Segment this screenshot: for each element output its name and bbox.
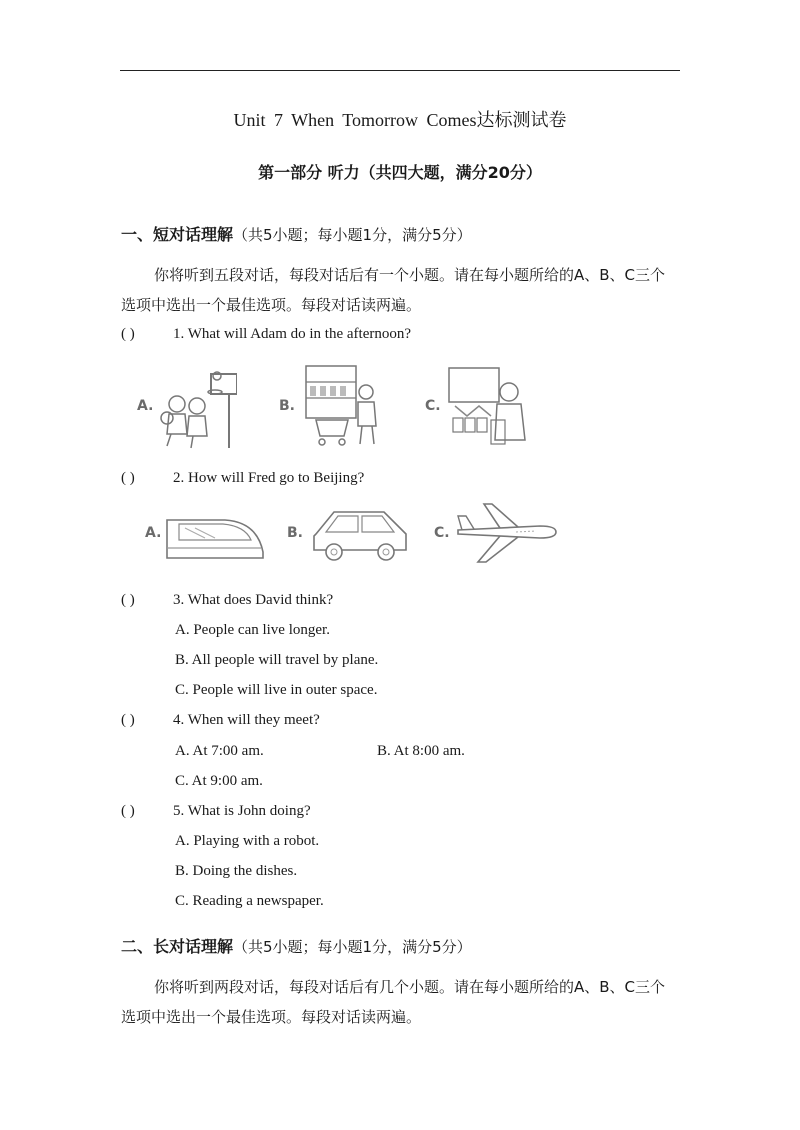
plane-image bbox=[456, 502, 560, 564]
section1-instructions bbox=[121, 260, 681, 320]
option-c[interactable]: C. Reading a newspaper. bbox=[175, 893, 324, 909]
answer-blank[interactable]: ( ) bbox=[121, 803, 135, 819]
question-text: 4. When will they meet? bbox=[173, 712, 320, 728]
section2-lead: 二、长对话理解 bbox=[121, 937, 234, 956]
picture-label-a: A. bbox=[137, 398, 154, 414]
option-b[interactable]: B. All people will travel by plane. bbox=[175, 652, 379, 668]
picture-label-b: B. bbox=[287, 525, 303, 541]
section2-heading bbox=[121, 934, 472, 957]
section1-scoring: （共5小题；每小题1分，满分5分） bbox=[233, 226, 472, 244]
section1-instruction-line2: 选项中选出一个最佳选项。每段对话读两遍。 bbox=[121, 296, 422, 314]
question-2 bbox=[121, 470, 364, 487]
answer-blank[interactable]: ( ) bbox=[121, 592, 135, 608]
children-playing-basketball-image bbox=[157, 362, 237, 452]
page-title: Unit 7 When Tomorrow Comes达标测试卷 bbox=[233, 110, 567, 130]
question-4 bbox=[121, 712, 320, 729]
car-image bbox=[310, 504, 410, 562]
option-b[interactable]: B. Doing the dishes. bbox=[175, 863, 298, 879]
picture-label-c: C. bbox=[434, 525, 450, 541]
option-c[interactable]: C. People will live in outer space. bbox=[175, 682, 378, 698]
answer-blank[interactable]: ( ) bbox=[121, 326, 135, 342]
question-5 bbox=[121, 803, 311, 820]
question-1 bbox=[121, 326, 411, 343]
question-text: 5. What is John doing? bbox=[173, 803, 311, 819]
section1-instruction-line1: 你将听到五段对话，每段对话后有一个小题。请在每小题所给的A、B、C三个 bbox=[154, 266, 666, 284]
section2-instruction-line1: 你将听到两段对话，每段对话后有几个小题。请在每小题所给的A、B、C三个 bbox=[154, 978, 666, 996]
answer-blank[interactable]: ( ) bbox=[121, 712, 135, 728]
section2-instruction-line2: 选项中选出一个最佳选项。每段对话读两遍。 bbox=[121, 1008, 422, 1026]
question-3 bbox=[121, 592, 333, 609]
option-c[interactable]: C. At 9:00 am. bbox=[175, 773, 263, 789]
section2-scoring: （共5小题；每小题1分，满分5分） bbox=[233, 938, 472, 956]
option-a[interactable]: A. At 7:00 am. bbox=[175, 743, 264, 759]
option-b[interactable]: B. At 8:00 am. bbox=[377, 743, 465, 759]
option-a[interactable]: A. People can live longer. bbox=[175, 622, 330, 638]
answer-blank[interactable]: ( ) bbox=[121, 470, 135, 486]
picture-label-a: A. bbox=[145, 525, 162, 541]
part-heading: 第一部分 听力（共四大题，满分20分） bbox=[258, 163, 542, 182]
watching-movie-image bbox=[447, 364, 529, 450]
picture-label-b: B. bbox=[279, 398, 295, 414]
section1-lead: 一、短对话理解 bbox=[121, 225, 234, 244]
supermarket-shopping-image bbox=[302, 362, 382, 448]
section1-heading bbox=[121, 222, 472, 245]
option-a[interactable]: A. Playing with a robot. bbox=[175, 833, 320, 849]
question-text: 1. What will Adam do in the afternoon? bbox=[173, 326, 412, 342]
section2-instructions bbox=[121, 972, 681, 1032]
question-text: 2. How will Fred go to Beijing? bbox=[173, 470, 365, 486]
train-image bbox=[165, 508, 265, 562]
top-rule bbox=[120, 70, 680, 71]
picture-label-c: C. bbox=[425, 398, 441, 414]
question-text: 3. What does David think? bbox=[173, 592, 334, 608]
